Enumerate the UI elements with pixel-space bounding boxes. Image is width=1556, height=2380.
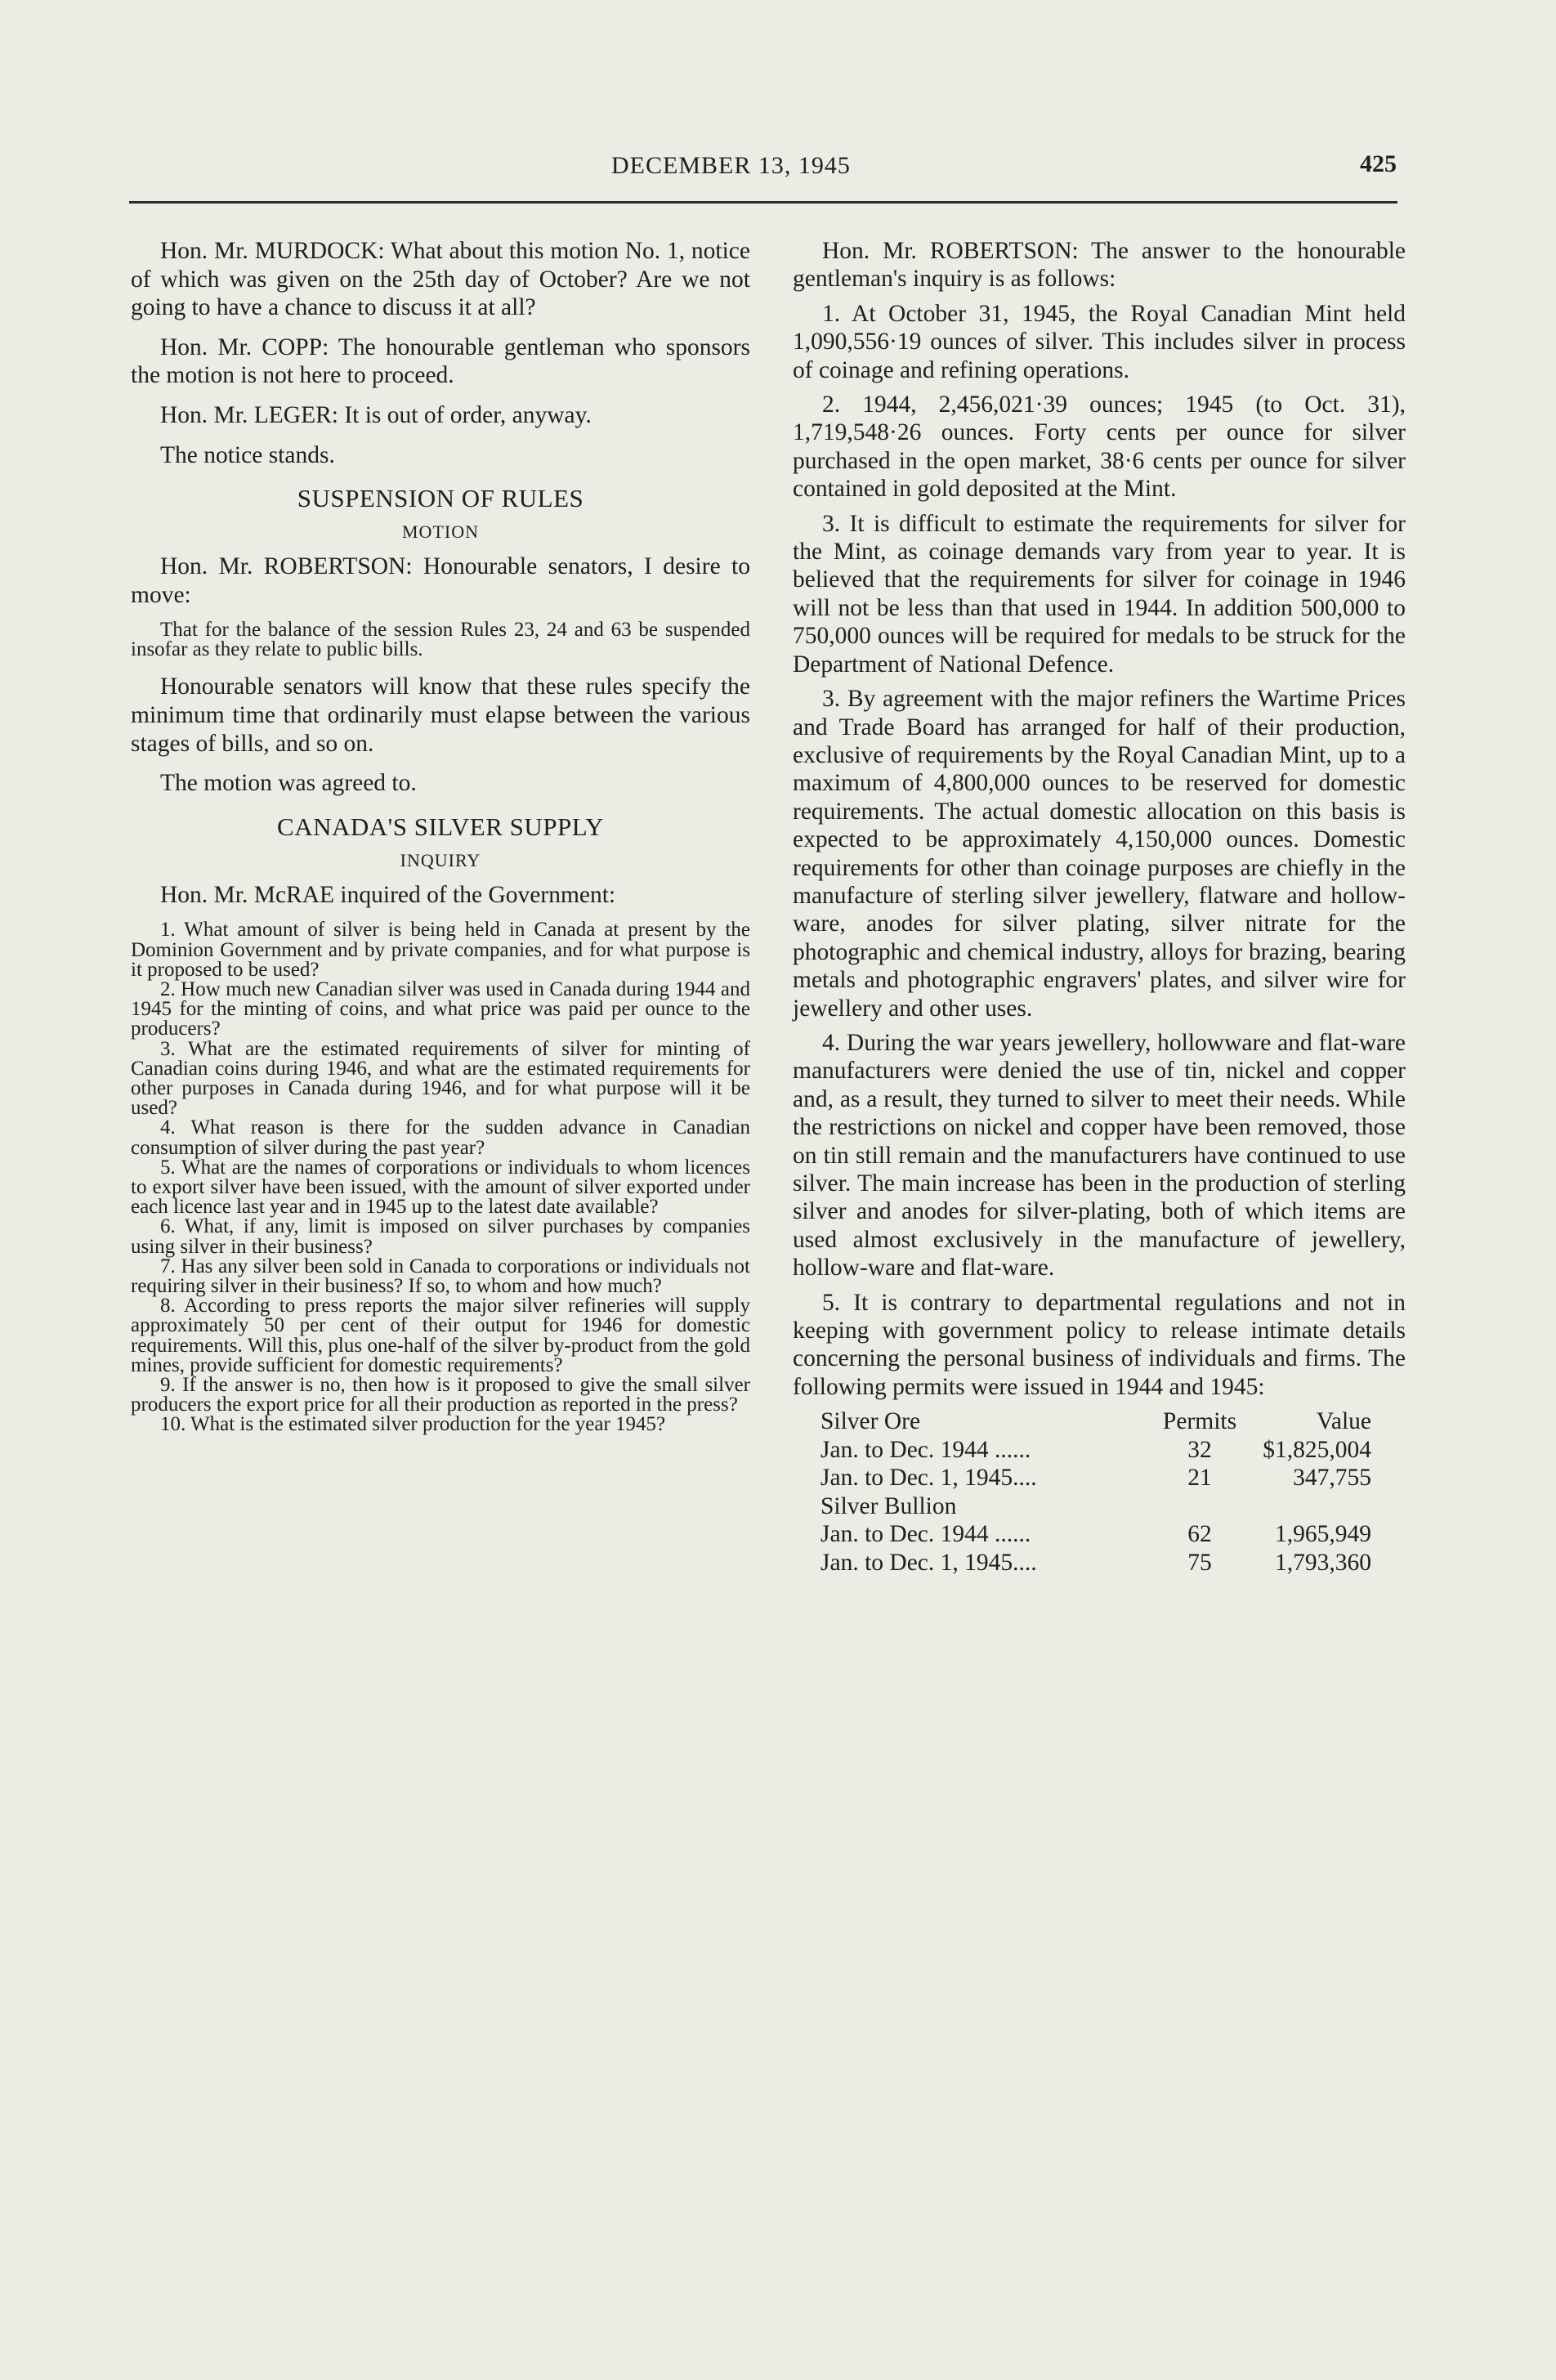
paragraph-motion-agreed: The motion was agreed to.: [160, 770, 417, 797]
permits-cell: 62: [1187, 1521, 1212, 1548]
paragraph-mcrae-inquiry: Hon. Mr. McRAE inquired of the Government:: [160, 881, 616, 908]
question-item: 9. If the answer is no, then how is it proposed to give the small silver producers the export price for all their production as reported in the press?: [131, 1373, 750, 1416]
question-item: 2. How much new Canadian silver was used in Canada during 1944 and 1945 for the minting of coins, and what price was paid per ounce to the producers?: [131, 978, 750, 1040]
answer-3b: 3. By agreement with the major refiners the Wartime Prices and Trade Board has arranged for half of their production, exclusive of requirements by the Royal Canadian Mint, up to a maximum of 4,800,000 ounces to be reserved for domestic requirements. The actual domestic allocation on this basis is expected to be approximately 4,150,000 ounces. Domestic requirements for other than coinage purposes are chiefly in the manufacture of sterling silver jewellery, flatware and hollow-ware, anodes for silver plating, silver nitrate for the photographic and chemical industry, alloys for brazing, bearing metals and photographic engravers' plates, and silver wire for jewellery and other uses.: [793, 686, 1406, 1022]
period-cell: Jan. to Dec. 1, 1945....: [820, 1549, 1037, 1576]
period-cell: Jan. to Dec. 1944 ......: [820, 1436, 1031, 1463]
paragraph-murdock: Hon. Mr. MURDOCK: What about this motion No. 1, notice of which was given on the 25th day of October? Are we not going to have a chance to discuss it at all?: [131, 238, 750, 321]
left-column: [131, 237, 750, 1435]
permits-cell: 21: [1187, 1465, 1212, 1492]
paragraph-rules-explanation: Honourable senators will know that these rules specify the minimum time that ordinarily must elapse between the various stages of bills, and so on.: [131, 673, 750, 757]
answer-5: 5. It is contrary to departmental regulations and not in keeping with government policy to release intimate details concerning the personal business of individuals and firms. The following permits were issued in 1944 and 1945:: [793, 1289, 1406, 1400]
group-label: Silver Bullion: [820, 1492, 957, 1519]
question-item: 4. What reason is there for the sudden advance in Canadian consumption of silver during the past year?: [131, 1116, 750, 1159]
answer-2: 2. 1944, 2,456,021·39 ounces; 1945 (to Oct. 31), 1,719,548·26 ounces. Forty cents per ounce for silver purchased in the open market, 38·6 cents per ounce for silver contained in gold deposited at the Mint.: [793, 391, 1406, 503]
question-item: 1. What amount of silver is being held in Canada at present by the Dominion Government and by private companies, and for what purpose is it proposed to be used?: [131, 919, 750, 981]
paragraph-robertson-answer: Hon. Mr. ROBERTSON: The answer to the honourable gentleman's inquiry is as follows:: [793, 238, 1406, 293]
answer-4: 4. During the war years jewellery, hollowware and flat-ware manufacturers were denied the use of tin, nickel and copper and, as a result, they turned to silver to meet their needs. While the restrictions on nickel and copper have been removed, those on tin still remain and the manufacturers have continued to use silver. The main increase has been in the production of sterling silver and anodes for silver-plating, both of which items are used almost exclusively in the manufacture of jewellery, hollow-ware and flat-ware.: [793, 1029, 1406, 1282]
period-cell: Jan. to Dec. 1944 ......: [820, 1521, 1031, 1548]
question-item: 6. What, if any, limit is imposed on silver purchases by companies using silver in their business?: [131, 1215, 750, 1258]
question-item: 10. What is the estimated silver production for the year 1945?: [160, 1413, 666, 1436]
value-cell: 347,755: [1293, 1465, 1371, 1492]
page-number: 425: [1360, 150, 1397, 177]
answer-1: 1. At October 31, 1945, the Royal Canadian Mint held 1,090,556·19 ounces of silver. This includes silver in process of coinage and refining operations.: [793, 300, 1406, 383]
page-date-title: DECEMBER 13, 1945: [611, 152, 851, 179]
value-cell: $1,825,004: [1263, 1436, 1371, 1463]
table-row: [820, 1520, 1371, 1549]
column-header-permits: Permits: [1162, 1408, 1237, 1435]
group-label: Silver Ore: [820, 1408, 921, 1435]
table-row: [820, 1464, 1371, 1492]
permits-cell: 32: [1187, 1436, 1212, 1463]
inquiry-questions: [131, 920, 750, 1434]
column-header-value: Value: [1316, 1408, 1371, 1435]
period-cell: Jan. to Dec. 1, 1945....: [820, 1465, 1037, 1492]
question-item: 7. Has any silver been sold in Canada to corporations or individuals not requiring silver in their business? If so, to whom and how much?: [131, 1255, 750, 1297]
value-cell: 1,965,949: [1275, 1521, 1371, 1548]
question-item: 8. According to press reports the major silver refineries will supply approximately 50 per cent of their output for 1946 for domestic requirements. Will this, plus one-half of the silver by-product from the gold mines, provide sufficient for domestic requirements?: [131, 1295, 750, 1376]
paragraph-notice-stands: The notice stands.: [160, 441, 335, 468]
paragraph-leger: Hon. Mr. LEGER: It is out of order, anyway.: [160, 401, 592, 428]
table-header-row: [820, 1407, 1371, 1436]
question-item: 3. What are the estimated requirements of silver for minting of Canadian coins during 1946, and what are the estimated requirements for other purposes in Canada during 1946, and for what purpose will it be used?: [131, 1037, 750, 1120]
header-rule: [129, 201, 1397, 204]
permits-table: [820, 1407, 1371, 1577]
question-item: 5. What are the names of corporations or individuals to whom licences to export silver have been issued, with the amount of silver exported under each licence last year and in 1945 up to the latest date available?: [131, 1156, 750, 1219]
table-group-row: [820, 1492, 1371, 1521]
section-subheading-motion: MOTION: [402, 521, 479, 543]
page-header: [0, 145, 1556, 195]
paragraph-robertson-move: Hon. Mr. ROBERTSON: Honourable senators, I desire to move:: [131, 553, 750, 608]
paragraph-copp: Hon. Mr. COPP: The honourable gentleman who sponsors the motion is not here to proceed.: [131, 333, 750, 389]
motion-text: That for the balance of the session Rules 23, 24 and 63 be suspended insofar as they relate to public bills.: [131, 619, 750, 661]
table-row: [820, 1549, 1371, 1577]
answer-3a: 3. It is difficult to estimate the requirements for silver for the Mint, as coinage demands vary from year to year. It is believed that the requirements for silver for coinage in 1946 will not be less than that used in 1944. In addition 500,000 to 750,000 ounces will be required for medals to be struck for the Department of National Defence.: [793, 510, 1406, 678]
right-column: [793, 237, 1406, 1577]
section-heading-suspension: SUSPENSION OF RULES: [297, 484, 584, 513]
section-heading-silver: CANADA'S SILVER SUPPLY: [277, 812, 604, 841]
value-cell: 1,793,360: [1275, 1549, 1371, 1576]
section-subheading-inquiry: INQUIRY: [400, 849, 481, 870]
permits-cell: 75: [1187, 1549, 1212, 1576]
table-row: [820, 1436, 1371, 1465]
